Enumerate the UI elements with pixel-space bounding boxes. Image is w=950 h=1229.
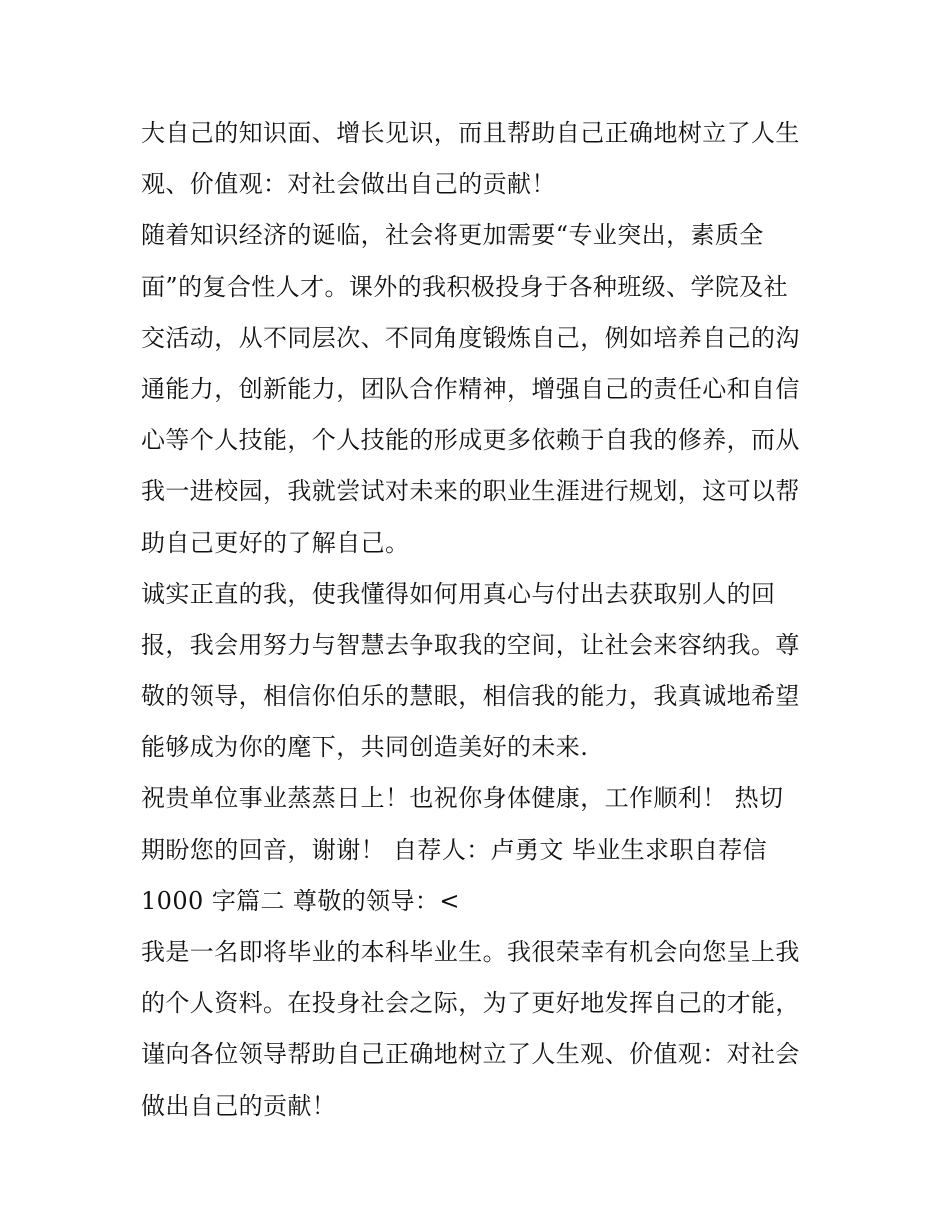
- text-line: 的个人资料。在投身社会之际，为了更好地发挥自己的才能，: [141, 989, 800, 1018]
- document-body: [141, 108, 831, 1132]
- text-line: 观、价值观：对社会做出自己的贡献！: [141, 170, 556, 199]
- text-line: 我一进校园，我就尝试对未来的职业生涯进行规划，这可以帮: [141, 477, 800, 506]
- text-line: 我是一名即将毕业的本科毕业生。我很荣幸有机会向您呈上我: [141, 938, 800, 966]
- text-line: 做出自己的贡献！: [141, 1091, 337, 1120]
- text-line: 谨向各位领导帮助自己正确地树立了人生观、价值观：对社会: [141, 1040, 800, 1069]
- text-line: 助自己更好的了解自己。: [141, 528, 410, 557]
- text-line: 交活动，从不同层次、不同角度锻炼自己，例如培养自己的沟: [141, 323, 800, 352]
- text-line: 大自己的知识面、增长见识，而且帮助自己正确地树立了人生: [141, 119, 800, 147]
- text-line: 期盼您的回音，谢谢！ 自荐人：卢勇文 毕业生求职自荐信: [141, 835, 768, 864]
- text-line: 心等个人技能，个人技能的形成更多依赖于自我的修养，而从: [141, 426, 800, 455]
- text-line: 1000 字篇二 尊敬的领导：<: [141, 886, 460, 915]
- text-line: 敬的领导，相信你伯乐的慧眼，相信我的能力，我真诚地希望: [141, 682, 800, 711]
- text-line: 随着知识经济的诞临，社会将更加需要“专业突出，素质全: [141, 221, 764, 250]
- text-line: 通能力，创新能力，团队合作精神，增强自己的责任心和自信: [141, 374, 800, 403]
- text-line: 报，我会用努力与智慧去争取我的空间，让社会来容纳我。尊: [141, 630, 800, 659]
- text-line: 诚实正直的我，使我懂得如何用真心与付出去获取别人的回: [141, 579, 776, 608]
- text-line: 祝贵单位事业蒸蒸日上！也祝你身体健康，工作顺利！ 热切: [141, 784, 784, 813]
- text-line: 面”的复合性人才。课外的我积极投身于各种班级、学院及社: [141, 272, 789, 301]
- text-line: 能够成为你的麾下，共同创造美好的未来.: [141, 733, 589, 762]
